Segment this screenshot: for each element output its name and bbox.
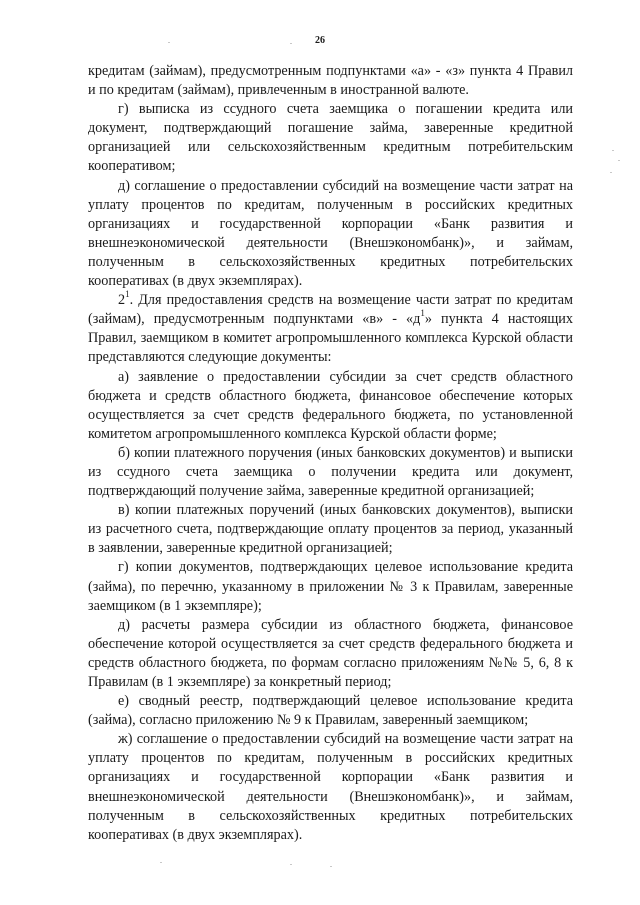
- paragraph-item-g2: г) копии документов, подтверждающих целевое использование кредита (займа), по перечню, указанному в приложении № 3 к Правилам, заверенные заемщиком (в 1 экземпляре);: [88, 559, 573, 614]
- section-text-end: » пункта 4 настоящих Правил, заемщиком в комитет агропромышленного комплекса Курской области представляются следующие документы:: [88, 311, 573, 366]
- document-body: [88, 62, 573, 845]
- paragraph-item-b: б) копии платежного поручения (иных банковских документов) и выписки из ссудного счета заемщика о получении кредита или документ, подтверждающий получение займа, заверенные кредитной организацией;: [88, 444, 573, 500]
- scan-speck: [290, 864, 292, 865]
- paragraph-item-v: в) копии платежных поручений (иных банковских документов), выписки из расчетного счета, подтверждающие оплату процентов за период, указанный в заявлении, заверенные кредитной организацией;: [88, 502, 573, 557]
- paragraph-section-2-1: [88, 291, 573, 367]
- subitem-superscript: 1: [420, 308, 425, 319]
- section-superscript: 1: [125, 289, 130, 300]
- page-number: 26: [315, 35, 325, 46]
- paragraph-item-zh: ж) соглашение о предоставлении субсидий на возмещение части затрат на уплату процентов по кредитам, полученным в российских кредитных организациях и государственной корпорации «Банк развития и внешнеэкономической деятельности (Внешэкономбанк)», и займам, полученным в сельскохозяйственных кредитных потребительских кооперативах (в двух экземплярах).: [88, 731, 573, 843]
- paragraph-item-e: е) сводный реестр, подтверждающий целевое использование кредита (займа), согласно приложению № 9 к Правилам, заверенный заемщиком;: [88, 693, 573, 729]
- scan-speck: [618, 160, 620, 161]
- scan-speck: [160, 862, 162, 863]
- paragraph-continuation: кредитам (займам), предусмотренным подпунктами «а» - «з» пункта 4 Правил и по кредитам (займам), привлеченным в иностранной валюте.: [88, 63, 573, 99]
- scan-speck: [612, 150, 614, 151]
- scan-speck: [290, 43, 292, 44]
- scan-speck: [330, 866, 332, 867]
- paragraph-item-a: а) заявление о предоставлении субсидии за счет средств областного бюджета и средств областного бюджета, финансовое обеспечение которых осуществляется за счет средств федерального бюджета, по установленной комитетом агропромышленного комплекса Курской области форме;: [88, 368, 573, 442]
- paragraph-item-d: д) соглашение о предоставлении субсидий на возмещение части затрат на уплату процентов по кредитам, полученным в российских кредитных организациях и государственной корпорации «Банк развития и внешнеэкономической деятельности (Внешэкономбанк)», и займам, полученным в сельскохозяйственных кредитных потребительских кооперативах (в двух экземплярах).: [88, 177, 573, 290]
- section-number: 2: [118, 292, 126, 309]
- paragraph-item-d2: д) расчеты размера субсидии из областного бюджета, финансовое обеспечение которой осуществляется за счет средств федерального бюджета и средств областного бюджета, по формам согласно приложениям №№ 5, 6, 8 к Правилам (в 1 экземпляре) за конкретный период;: [88, 616, 573, 690]
- paragraph-item-g: г) выписка из ссудного счета заемщика о погашении кредита или документ, подтверждающий погашение займа, заверенные кредитной организацией или сельскохозяйственным кредитным потребительским кооперативом;: [88, 101, 573, 175]
- scan-speck: [610, 172, 612, 173]
- scan-speck: [168, 42, 170, 43]
- section-text: . Для предоставления средств на возмещение части затрат по кредитам (займам), предусмотренным подпунктами «в» - «д: [88, 292, 573, 328]
